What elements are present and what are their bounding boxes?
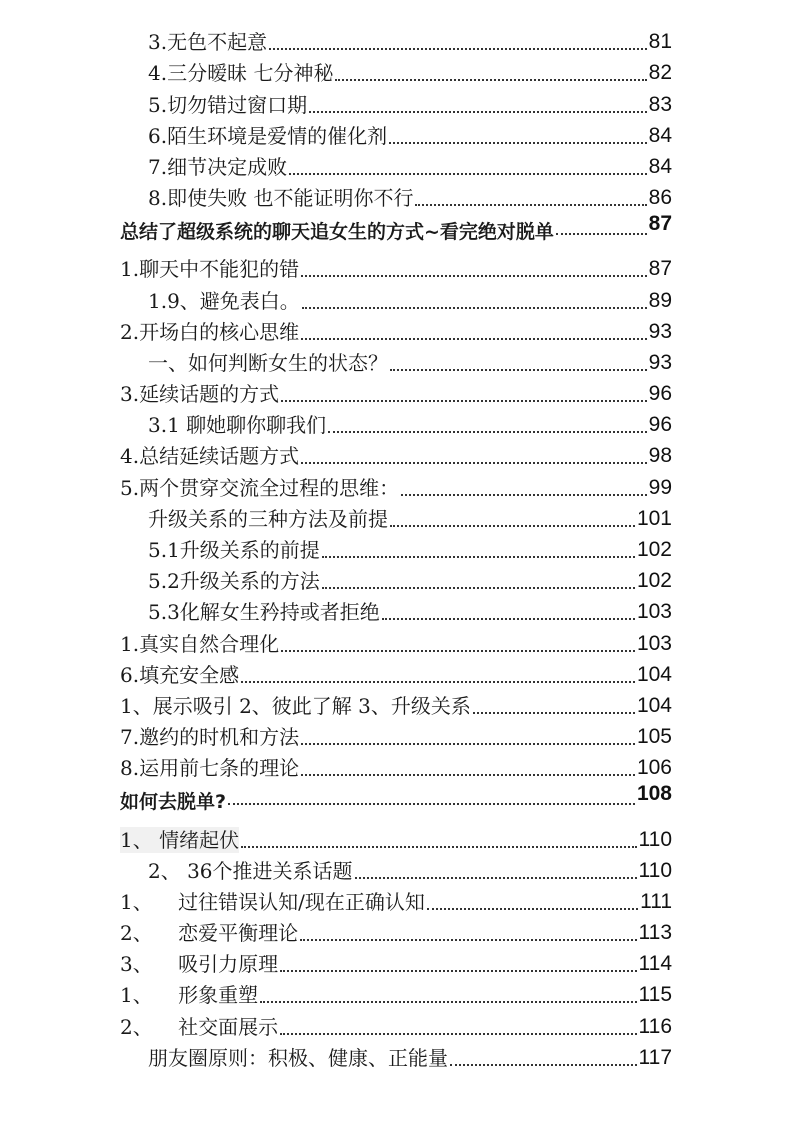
toc-entry-title: 1.聊天中不能犯的错 (120, 257, 300, 282)
toc-page-number: 96 (648, 382, 672, 406)
toc-entry-title: 3.1 聊她聊你聊我们 (148, 413, 327, 438)
toc-entry[interactable] (0, 719, 672, 750)
dot-leader (328, 431, 646, 433)
dot-leader (301, 275, 647, 277)
dot-leader (322, 587, 635, 589)
toc-entry[interactable] (0, 821, 672, 852)
toc-page-number: 99 (648, 475, 672, 499)
toc-page-number: 87 (648, 257, 672, 281)
toc-heading[interactable] (0, 211, 672, 251)
toc-page-number: 89 (648, 288, 672, 312)
toc-page-number: 102 (636, 569, 672, 593)
toc-page-number: 84 (648, 154, 672, 178)
toc-page-number: 81 (648, 30, 672, 54)
dot-leader (473, 712, 635, 714)
toc-entry[interactable] (0, 118, 672, 149)
toc-page-number: 117 (638, 1045, 672, 1069)
toc-page-number: 103 (636, 600, 672, 624)
dot-leader (301, 774, 635, 776)
toc-entry-title: 2、 社交面展示 (120, 1014, 279, 1039)
toc-entry-title: 6.填充安全感 (120, 662, 240, 687)
toc-entry-title: 5.两个贯穿交流全过程的思维： (120, 475, 400, 500)
toc-page-number: 104 (636, 662, 672, 686)
dot-leader (301, 743, 635, 745)
toc-entry-title: 4.总结延续话题方式 (120, 444, 300, 469)
dot-leader (450, 1064, 637, 1066)
toc-entry-title: 朋友圈原则：积极、健康、正能量 (148, 1045, 448, 1070)
dot-leader (301, 338, 647, 340)
toc-entry[interactable] (0, 314, 672, 345)
toc-entry[interactable] (0, 977, 672, 1008)
toc-entry[interactable] (0, 657, 672, 688)
toc-page-number: 110 (638, 858, 672, 882)
toc-entry-title: 5.3化解女生矜持或者拒绝 (148, 600, 380, 625)
toc-entry[interactable] (0, 884, 672, 915)
toc-entry[interactable] (0, 376, 672, 407)
toc-entry-title: 1、 形象重塑 (120, 983, 259, 1008)
toc-entry-title: 1.9、避免表白。 (148, 288, 300, 313)
toc-page-number: 110 (638, 827, 672, 851)
toc-page-number: 82 (648, 61, 672, 85)
toc-entry[interactable] (0, 24, 672, 55)
toc-entry-title: 5.2升级关系的方法 (148, 569, 320, 594)
toc-entry[interactable] (0, 1040, 672, 1071)
dot-leader (382, 618, 635, 620)
toc-entry[interactable] (0, 469, 672, 500)
toc-entry[interactable] (0, 282, 672, 313)
dot-leader (355, 877, 637, 879)
dot-leader (415, 204, 646, 206)
dot-leader (427, 908, 638, 910)
dot-leader (241, 846, 636, 848)
toc-heading[interactable] (0, 781, 672, 821)
toc-page-number: 114 (638, 952, 672, 976)
toc-entry[interactable] (0, 501, 672, 532)
toc-entry-title: 3、 吸引力原理 (120, 952, 279, 977)
dot-leader (280, 970, 636, 972)
dot-leader (281, 400, 647, 402)
toc-entry-title: 3.延续话题的方式 (120, 382, 280, 407)
toc-entry[interactable] (0, 180, 672, 211)
dot-leader (301, 462, 647, 464)
dot-leader (556, 233, 647, 235)
dot-leader (322, 556, 635, 558)
toc-entry[interactable] (0, 55, 672, 86)
toc-entry[interactable] (0, 1008, 672, 1039)
table-of-contents (0, 24, 792, 1071)
toc-entry-title: 一、如何判断女生的状态？ (148, 350, 388, 375)
dot-leader (390, 369, 647, 371)
toc-entry[interactable] (0, 532, 672, 563)
toc-entry-title: 如何去脱单? (120, 791, 227, 814)
dot-leader (335, 79, 646, 81)
toc-entry-title: 8.运用前七条的理论 (120, 756, 300, 781)
dot-leader (228, 803, 635, 805)
toc-entry[interactable] (0, 438, 672, 469)
toc-entry[interactable] (0, 625, 672, 656)
dot-leader (281, 650, 635, 652)
toc-entry-title: 总结了超级系统的聊天追女生的方式~看完绝对脱单 (120, 221, 554, 244)
dot-leader (241, 681, 635, 683)
toc-entry-title: 1、 过往错误认知/现在正确认知 (120, 889, 425, 914)
toc-entry[interactable] (0, 594, 672, 625)
toc-page-number: 116 (638, 1014, 672, 1038)
toc-entry-title: 3.无色不起意 (148, 30, 268, 55)
toc-page-number: 113 (638, 921, 672, 945)
toc-entry-title: 2、 恋爱平衡理论 (120, 921, 299, 946)
dot-leader (389, 142, 647, 144)
toc-page-number: 103 (636, 631, 672, 655)
toc-page-number: 102 (636, 538, 672, 561)
toc-entry-title: 6.陌生环境是爱情的催化剂 (148, 123, 388, 148)
toc-page-number: 104 (636, 693, 672, 717)
toc-page-number: 98 (648, 444, 672, 468)
dot-leader (401, 494, 647, 496)
dot-leader (260, 1001, 636, 1003)
toc-entry[interactable] (0, 251, 672, 282)
toc-entry-title: 7.邀约的时机和方法 (120, 725, 300, 750)
toc-entry-title: 4.三分暧昧 七分神秘 (148, 61, 334, 86)
toc-page-number: 115 (638, 983, 672, 1007)
dot-leader (280, 1033, 636, 1035)
dot-leader (302, 307, 647, 309)
toc-page-number: 108 (636, 782, 672, 806)
toc-entry-title: 5.切勿错过窗口期 (148, 92, 308, 117)
toc-page-number: 101 (636, 506, 672, 530)
toc-page-number: 105 (636, 725, 672, 749)
toc-entry[interactable] (0, 915, 672, 946)
toc-entry[interactable] (0, 86, 672, 117)
toc-entry-title: 5.1升级关系的前提 (148, 538, 320, 562)
toc-page-number: 86 (648, 186, 672, 210)
toc-entry[interactable] (0, 853, 672, 884)
dot-leader (269, 48, 647, 50)
dot-leader (390, 525, 635, 527)
toc-page-number: 84 (648, 123, 672, 147)
toc-entry[interactable] (0, 946, 672, 977)
dot-leader (309, 111, 647, 113)
toc-entry-title: 7.细节决定成败 (148, 154, 288, 179)
toc-entry[interactable] (0, 407, 672, 438)
toc-page-number: 87 (648, 212, 672, 236)
toc-entry[interactable] (0, 563, 672, 594)
toc-page-number: 93 (648, 319, 672, 343)
toc-page-number: 111 (640, 889, 672, 913)
toc-page-number: 106 (636, 756, 672, 780)
toc-entry-title: 8.即使失败 也不能证明你不行 (148, 186, 414, 211)
dot-leader (289, 173, 647, 175)
toc-entry[interactable] (0, 345, 672, 376)
toc-entry[interactable] (0, 688, 672, 719)
toc-entry-title: 2.开场白的核心思维 (120, 319, 300, 344)
toc-entry-title: 1、展示吸引 2、彼此了解 3、升级关系 (120, 693, 471, 718)
toc-entry[interactable] (0, 149, 672, 180)
toc-page-number: 83 (648, 92, 672, 116)
dot-leader (300, 939, 636, 941)
toc-entry-title: 2、 36个推进关系话题 (148, 858, 353, 883)
toc-page-number: 93 (648, 350, 672, 374)
toc-entry-title: 升级关系的三种方法及前提 (148, 506, 388, 531)
toc-page-number: 96 (648, 413, 672, 437)
toc-entry[interactable] (0, 750, 672, 781)
toc-entry-title: 1、 情绪起伏 (120, 827, 240, 852)
toc-entry-title: 1.真实自然合理化 (120, 631, 280, 656)
